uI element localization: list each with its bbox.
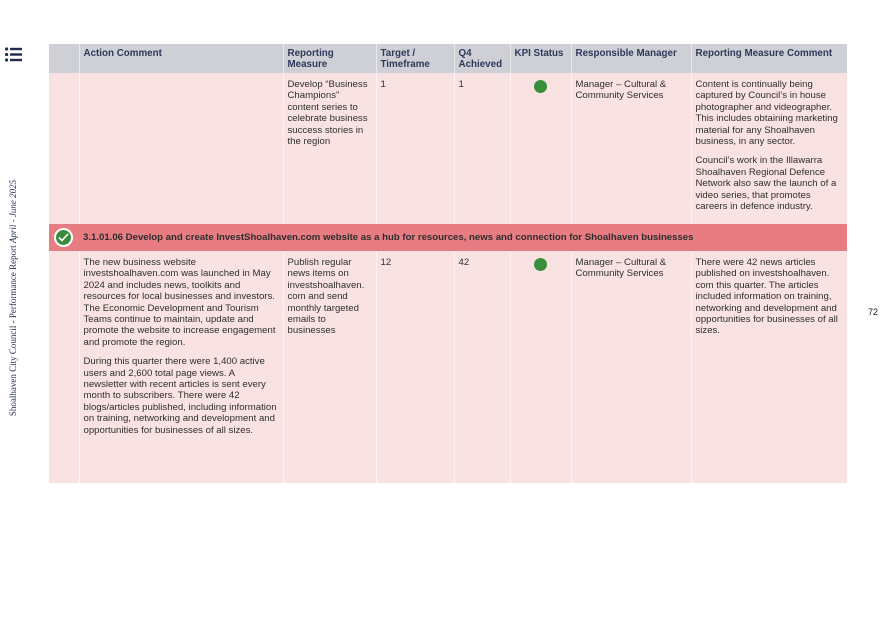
header-status <box>49 44 79 73</box>
measure-comment-paragraph: Council’s work in the Illawarra Shoalhaven Regional Defence Network also saw the launch of a video series, that promotes careers in defence industry. <box>695 155 837 213</box>
measure-comment-cell <box>691 73 847 224</box>
kpi-status-cell <box>510 73 571 224</box>
action-comment-paragraph: During this quarter there were 1,400 active users and 2,600 total page views. A newsletter with recent articles is sent every month to subscribers. There were 42 blogs/articles published, including information on training, networking and development and opportunities for businesses of all sizes. <box>83 356 277 436</box>
target-cell: 1 <box>376 73 454 224</box>
header-reporting-measure: Reporting Measure <box>283 44 376 73</box>
header-achieved: Q4 Achieved <box>454 44 510 73</box>
action-status-cell <box>49 224 79 251</box>
header-target: Target / Timeframe <box>376 44 454 73</box>
kpi-table <box>49 44 847 483</box>
action-title: 3.1.01.06 Develop and create InvestShoalhaven.com website as a hub for resources, news and connection for Shoalhaven businesses <box>79 224 847 251</box>
kpi-status-cell <box>510 251 571 483</box>
action-comment-cell <box>79 251 283 483</box>
header-responsible-manager: Responsible Manager <box>571 44 691 73</box>
document-title <box>8 180 18 416</box>
header-action-comment: Action Comment <box>79 44 283 73</box>
document-title-text: Shoalhaven City Council - Performance Report <box>8 243 18 417</box>
target-cell: 12 <box>376 251 454 483</box>
status-cell <box>49 251 79 483</box>
action-comment-cell <box>79 73 283 224</box>
reporting-measure-cell: Develop “Business Champions” content series to celebrate business success stories in the region <box>283 73 376 224</box>
action-comment-paragraph: The new business website investshoalhaven.com was launched in May 2024 and includes news, toolkits and resources for local businesses and investors. The Economic Development and Tourism Teams continue to maintain, update and promote the website to increase engagement and promote the region. <box>83 257 276 348</box>
table-row <box>49 251 847 483</box>
achieved-cell: 42 <box>454 251 510 483</box>
achieved-cell: 1 <box>454 73 510 224</box>
measure-comment-paragraph: There were 42 news articles published on investshoalhaven. com this quarter. The articles included information on training, networking and development and opportunities for businesses of all sizes. <box>695 257 838 337</box>
kpi-status-dot-icon <box>534 258 547 271</box>
action-header-row <box>49 224 847 251</box>
measure-comment-paragraph: Content is continually being captured by Council’s in house photographer and videographer. This includes obtaining marketing material for any Shoalhaven business, in any sector. <box>695 79 838 148</box>
responsible-manager-cell: Manager – Cultural & Community Services <box>571 73 691 224</box>
header-measure-comment: Reporting Measure Comment <box>691 44 847 73</box>
reporting-measure-cell: Publish regular news items on investshoalhaven. com and send monthly targeted emails to businesses <box>283 251 376 483</box>
document-period: April - June 2025 <box>8 179 18 244</box>
list-icon[interactable] <box>5 47 22 62</box>
status-cell <box>49 73 79 224</box>
page-number: 72 <box>868 307 879 317</box>
check-circle-icon <box>54 228 73 247</box>
responsible-manager-cell: Manager – Cultural & Community Services <box>571 251 691 483</box>
kpi-status-dot-icon <box>534 80 547 93</box>
measure-comment-cell <box>691 251 847 483</box>
header-kpi-status: KPI Status <box>510 44 571 73</box>
table-header-row <box>49 44 847 73</box>
table-row <box>49 73 847 224</box>
